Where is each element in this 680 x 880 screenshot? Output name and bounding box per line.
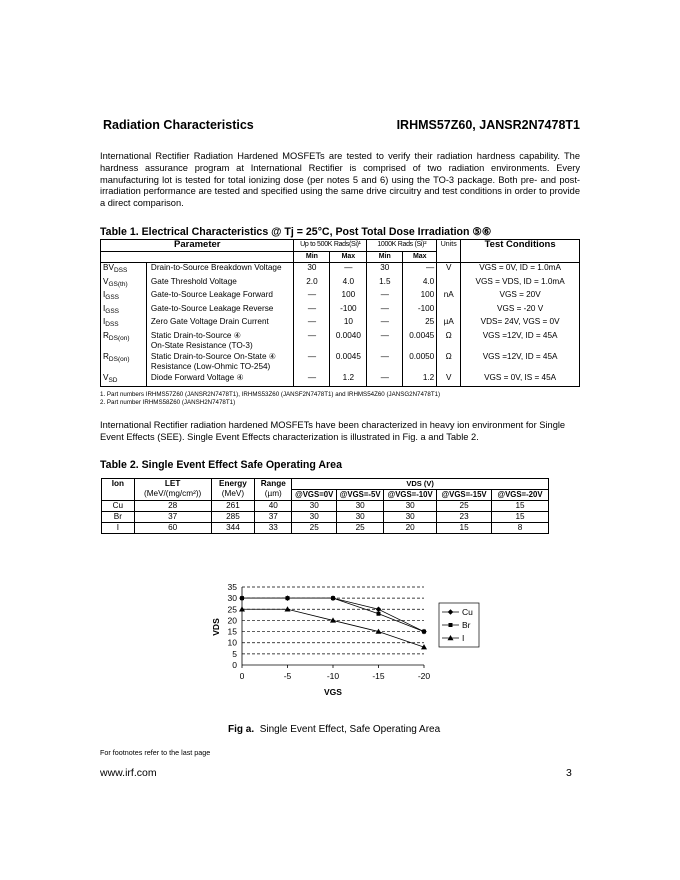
condition-cell: VGS =12V, ID = 45A (461, 331, 580, 352)
value-cell: -100 (403, 304, 437, 318)
footnote: 1. Part numbers IRHMS57Z60 (JANSR2N7478T1), IRHMS53Z60 (JANSF2N7478T1) and IRHMS54Z60 (JANSG2N7478T1) (100, 391, 441, 398)
value-cell: — (294, 304, 330, 318)
unit-cell: Ω (437, 331, 461, 352)
vds-cell: 30 (384, 501, 437, 512)
page-number: 3 (566, 767, 572, 779)
part-number-header: IRHMS57Z60, JANSR2N7478T1 (396, 118, 580, 132)
y-tick-label: 0 (232, 660, 237, 670)
condition-cell: VGS =12V, ID = 45A (461, 352, 580, 373)
condition-cell: VGS = -20 V (461, 304, 580, 318)
vgs-header: @VGS=-5V (337, 490, 384, 501)
y-tick-label: 10 (227, 637, 237, 648)
value-cell: 4.0 (330, 277, 367, 291)
value-cell: — (367, 373, 403, 387)
value-cell: 1.2 (403, 373, 437, 387)
vds-cell: 30 (337, 512, 384, 523)
vds-cell: 25 (337, 523, 384, 534)
min-header: Min (367, 251, 403, 263)
symbol-cell: $R_{DS(on)}$ (101, 352, 147, 373)
max-header: Max (330, 251, 367, 263)
energy-cell: 285 (211, 512, 255, 523)
y-tick-label: 30 (227, 593, 237, 604)
series-line-br (242, 598, 424, 631)
unit-cell: Ω (437, 352, 461, 373)
vds-cell: 25 (292, 523, 337, 534)
vds-cell: 8 (492, 523, 549, 534)
table1-row (101, 373, 580, 387)
y-tick-label: 20 (227, 615, 237, 626)
parameter-header-spacer (101, 251, 294, 263)
symbol-cell: $V_{SD}$ (101, 373, 147, 387)
table1-footnotes (100, 391, 440, 407)
footnote: 2. Part number IRHMS58Z60 (JANSH2N7478T1) (100, 399, 236, 406)
energy-cell: 344 (211, 523, 255, 534)
value-cell: 0.0045 (330, 352, 367, 373)
dose-group2-header: 1000K Rads (Si)² (367, 240, 437, 252)
value-cell: — (367, 290, 403, 304)
ion-header: Ion (102, 479, 135, 501)
unit-cell: µA (437, 317, 461, 331)
ion-cell: I (102, 523, 135, 534)
intro-paragraph: International Rectifier Radiation Hardened MOSFETs are tested to verify their radiation hardness capability. The hardness assurance program at International Rectifier is comprised of two radiation environments. Every manufacturing lot is tested for total ionizing dose (per notes 5 and 6) using the TO-3 package. Both pre- and post-irradiation performance are tested and specified using the same drive circuitry and test conditions in order to provide a direct comparison. (100, 151, 580, 209)
see-paragraph: International Rectifier radiation hardened MOSFETs have been characterized in heavy ion environment for Single Event Effects (SEE). Single Event Effects characterization is illustrated in Fig. a and Table 2. (100, 420, 566, 442)
vds-cell: 15 (492, 512, 549, 523)
data-point-square (449, 623, 453, 627)
value-cell: — (294, 352, 330, 373)
energy-header: Energy (MeV) (211, 479, 255, 501)
table2-title: Table 2. Single Event Effect Safe Operating Area (100, 459, 342, 471)
table1-row (101, 317, 580, 331)
vds-cell: 25 (437, 501, 492, 512)
unit-cell (437, 277, 461, 291)
see-soa-table (101, 478, 549, 534)
y-tick-label: 35 (227, 582, 237, 592)
condition-cell: VGS = 0V, ID = 1.0mA (461, 263, 580, 277)
legend-label: I (462, 633, 465, 643)
value-cell: 25 (403, 317, 437, 331)
value-cell: -100 (330, 304, 367, 318)
table2-row (102, 512, 549, 523)
vds-cell: 30 (292, 512, 337, 523)
value-cell: — (330, 263, 367, 277)
energy-cell: 261 (211, 501, 255, 512)
value-cell: 4.0 (403, 277, 437, 291)
value-cell: — (294, 373, 330, 387)
value-cell: 0.0040 (330, 331, 367, 352)
symbol-cell: $V_{GS(th)}$ (101, 277, 147, 291)
series-line-cu (242, 598, 424, 631)
y-axis-label: VDS (211, 618, 221, 636)
let-header: LET (MeV/(mg/cm²)) (134, 479, 211, 501)
condition-cell: VGS = 0V, IS = 45A (461, 373, 580, 387)
data-point-square (422, 630, 426, 634)
vds-cell: 30 (337, 501, 384, 512)
description-cell: Static Drain-to-Source ④ On-State Resistance (TO-3) (146, 331, 294, 352)
data-point-diamond (376, 606, 382, 612)
description-cell: Gate-to-Source Leakage Reverse (146, 304, 294, 318)
value-cell: — (294, 317, 330, 331)
value-cell: 0.0050 (403, 352, 437, 373)
unit-cell (437, 304, 461, 318)
x-tick-label: -10 (326, 671, 340, 681)
ion-cell: Br (102, 512, 135, 523)
range-cell: 33 (255, 523, 292, 534)
description-cell: Gate-to-Source Leakage Forward (146, 290, 294, 304)
symbol-cell: $I_{GSS}$ (101, 290, 147, 304)
let-cell: 28 (134, 501, 211, 512)
table1-row (101, 331, 580, 352)
value-cell: 30 (294, 263, 330, 277)
footnote-reference: For footnotes refer to the last page (100, 748, 211, 757)
vds-cell: 30 (384, 512, 437, 523)
symbol-cell: $BV_{DSS}$ (101, 263, 147, 277)
description-cell: Zero Gate Voltage Drain Current (146, 317, 294, 331)
units-header: Units (437, 240, 461, 263)
value-cell: — (367, 331, 403, 352)
ion-cell: Cu (102, 501, 135, 512)
condition-cell: VGS = VDS, ID = 1.0mA (461, 277, 580, 291)
series-line-i (242, 609, 424, 647)
x-tick-label: -15 (372, 671, 385, 681)
description-cell: Drain-to-Source Breakdown Voltage (146, 263, 294, 277)
data-point-square (331, 596, 335, 600)
let-cell: 60 (134, 523, 211, 534)
table1-row (101, 277, 580, 291)
chart-legend (439, 603, 479, 647)
vgs-header: @VGS=-15V (437, 490, 492, 501)
figure-caption-text: Single Event Effect, Safe Operating Area (259, 724, 441, 735)
vds-cell: 15 (492, 501, 549, 512)
symbol-cell: $I_{GSS}$ (101, 304, 147, 318)
parameter-header: Parameter (101, 240, 294, 252)
vgs-header: @VGS=0V (292, 490, 337, 501)
data-point-square (286, 596, 290, 600)
table1-row (101, 263, 580, 277)
unit-cell: V (437, 373, 461, 387)
min-header: Min (294, 251, 330, 263)
figure-label: Fig a. (228, 724, 255, 735)
x-axis-label: VGS (324, 687, 342, 697)
vgs-header: @VGS=-10V (384, 490, 437, 501)
test-conditions-header: Test Conditions (461, 240, 580, 263)
range-cell: 37 (255, 512, 292, 523)
description-cell: Diode Forward Voltage ④ (146, 373, 294, 387)
max-header: Max (403, 251, 437, 263)
range-header: Range (µm) (255, 479, 292, 501)
description-cell: Gate Threshold Voltage (146, 277, 294, 291)
unit-cell: V (437, 263, 461, 277)
vgs-header: @VGS=-20V (492, 490, 549, 501)
table2-row (102, 523, 549, 534)
vds-cell: 23 (437, 512, 492, 523)
x-tick-label: -20 (417, 671, 431, 681)
condition-cell: VGS = 20V (461, 290, 580, 304)
let-cell: 37 (134, 512, 211, 523)
soa-chart (195, 565, 485, 705)
value-cell: — (294, 331, 330, 352)
table1-row (101, 352, 580, 373)
value-cell: 30 (367, 263, 403, 277)
value-cell: 100 (403, 290, 437, 304)
unit-cell: nA (437, 290, 461, 304)
vds-cell: 20 (384, 523, 437, 534)
value-cell: — (367, 317, 403, 331)
value-cell: 1.2 (330, 373, 367, 387)
value-cell: — (294, 290, 330, 304)
value-cell: 2.0 (294, 277, 330, 291)
x-tick-label: 0 (239, 671, 245, 681)
value-cell: 1.5 (367, 277, 403, 291)
section-title: Radiation Characteristics (103, 118, 254, 132)
table2-row (102, 501, 549, 512)
value-cell: — (403, 263, 437, 277)
symbol-cell: $I_{DSS}$ (101, 317, 147, 331)
vds-header: VDS (V) (292, 479, 549, 490)
value-cell: 10 (330, 317, 367, 331)
range-cell: 40 (255, 501, 292, 512)
condition-cell: VDS= 24V, VGS = 0V (461, 317, 580, 331)
value-cell: 100 (330, 290, 367, 304)
dose-group1-header: Up to 500K Rads(Si)¹ (294, 240, 367, 252)
symbol-cell: $R_{DS(on)}$ (101, 331, 147, 352)
legend-label: Br (462, 620, 471, 630)
data-point-square (377, 612, 381, 616)
website-url[interactable]: www.irf.com (100, 767, 157, 779)
x-tick-label: -5 (283, 671, 292, 681)
legend-label: Cu (462, 607, 473, 617)
vds-cell: 15 (437, 523, 492, 534)
table1-row (101, 304, 580, 318)
description-cell: Static Drain-to-Source On-State ④ Resistance (Low-Ohmic TO-254) (146, 352, 294, 373)
table1-title: Table 1. Electrical Characteristics @ Tj = 25°C, Post Total Dose Irradiation ⑤⑥ (100, 226, 492, 238)
figure-caption (228, 724, 440, 735)
electrical-characteristics-table (100, 239, 580, 387)
value-cell: — (367, 352, 403, 373)
table1-row (101, 290, 580, 304)
value-cell: — (367, 304, 403, 318)
y-tick-label: 15 (227, 626, 237, 637)
y-tick-label: 25 (227, 604, 237, 615)
y-tick-label: 5 (232, 648, 237, 659)
value-cell: 0.0045 (403, 331, 437, 352)
vds-cell: 30 (292, 501, 337, 512)
